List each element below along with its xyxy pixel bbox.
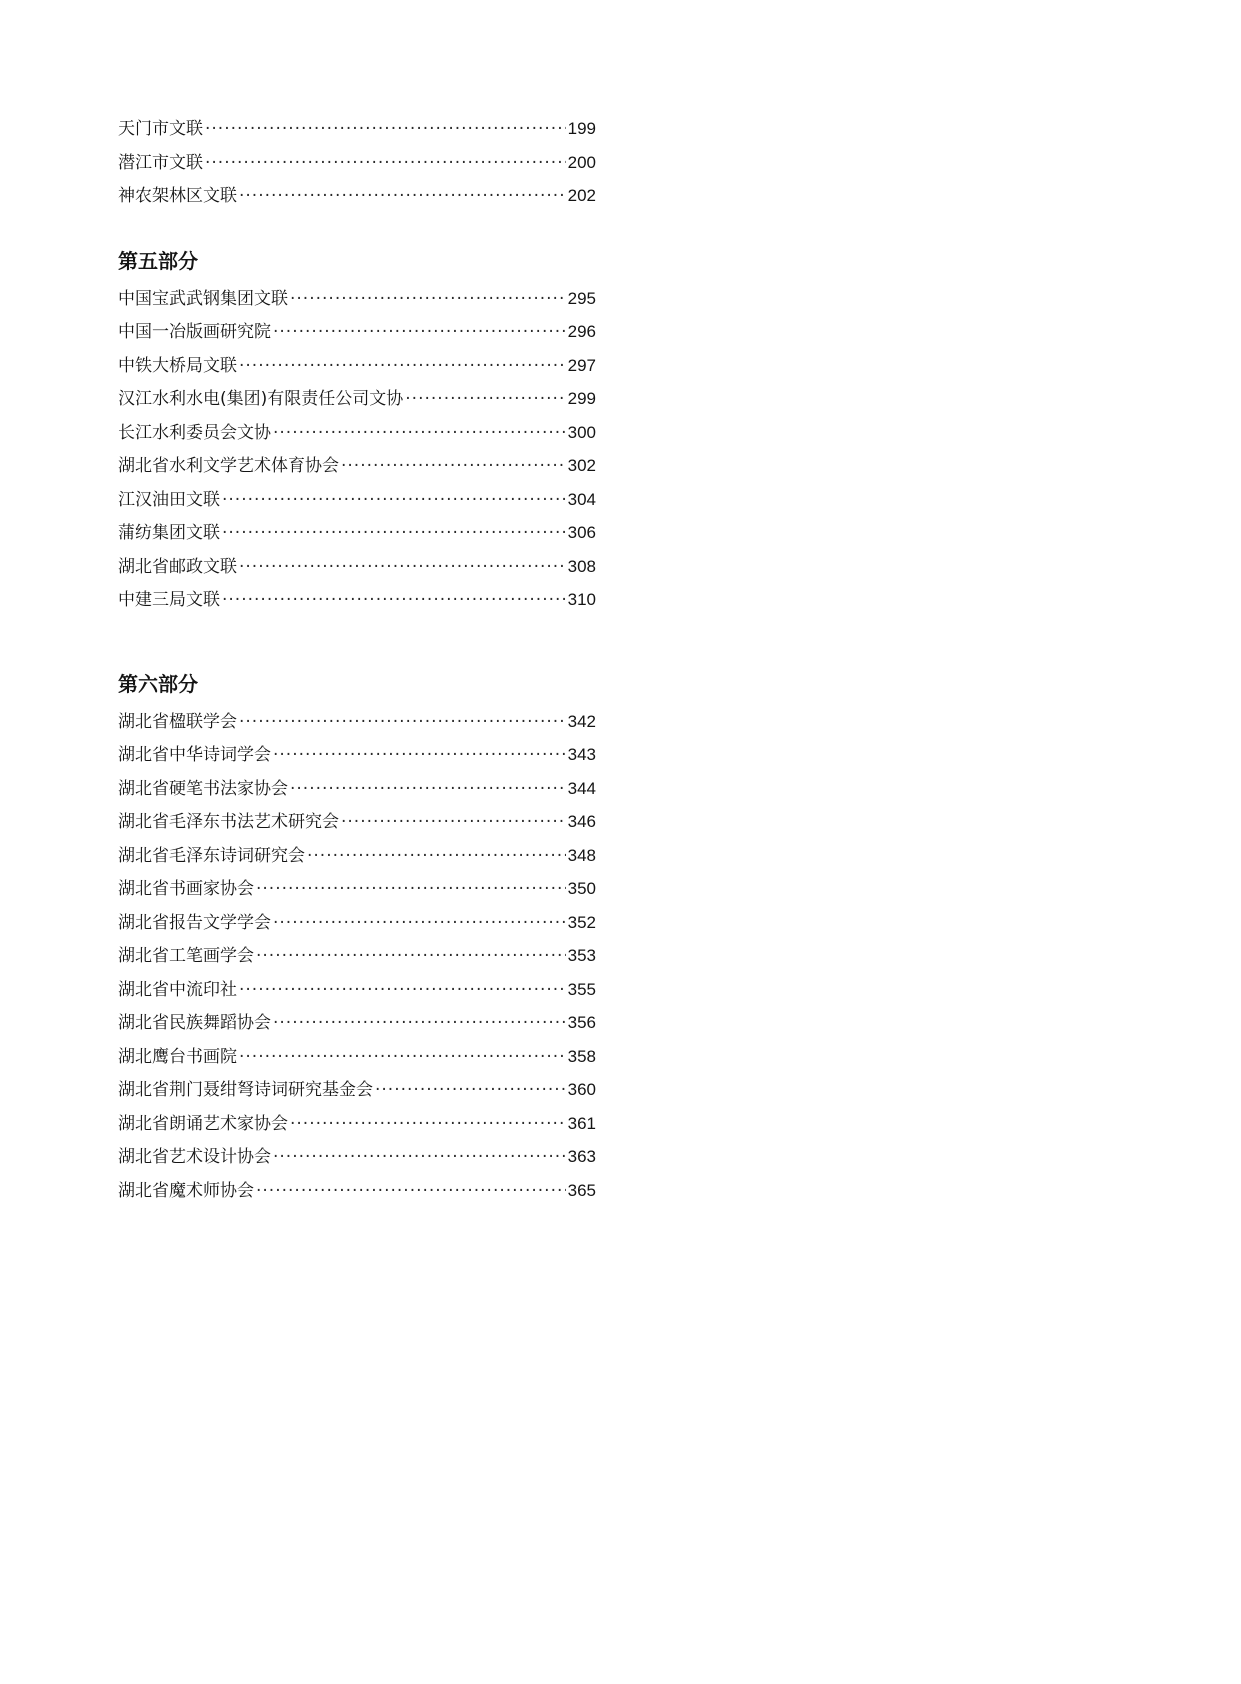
- toc-entry-title: 湖北省水利文学艺术体育协会: [118, 456, 339, 476]
- toc-entry-page: 350: [567, 879, 596, 898]
- toc-entry-title: 中建三局文联: [118, 590, 220, 610]
- toc-entry[interactable]: [118, 583, 596, 617]
- dot-leader: [375, 1074, 566, 1108]
- dot-leader: [273, 1141, 566, 1175]
- toc-entry-title: 中国宝武武钢集团文联: [118, 288, 288, 309]
- toc-entry[interactable]: [118, 1073, 596, 1107]
- dot-leader: [405, 383, 565, 417]
- dot-leader: [222, 484, 566, 518]
- toc-entry-page: 299: [567, 389, 596, 408]
- toc-entry[interactable]: [118, 449, 596, 483]
- toc-entry-page: 300: [567, 422, 596, 442]
- toc-entry-title: 天门市文联: [118, 119, 203, 139]
- dot-leader: [205, 147, 566, 181]
- toc-entry-page: 365: [567, 1180, 596, 1200]
- toc-entry-page: 302: [567, 456, 596, 475]
- toc-entry-title: 长江水利委员会文协: [118, 422, 271, 443]
- toc-entry-title: 湖北省朗诵艺术家协会: [118, 1113, 288, 1134]
- toc-entry-page: 358: [567, 1046, 596, 1066]
- dot-leader: [273, 417, 566, 451]
- dot-leader: [256, 1175, 566, 1209]
- toc-entry-page: 308: [567, 556, 596, 576]
- toc-entry-title: 湖北省魔术师协会: [118, 1180, 254, 1201]
- toc-entry-page: 295: [567, 288, 596, 308]
- dot-leader: [239, 974, 566, 1008]
- dot-leader: [239, 350, 566, 384]
- toc-entry[interactable]: [118, 483, 596, 517]
- dot-leader: [222, 584, 566, 618]
- dot-leader: [341, 806, 566, 840]
- toc-entry[interactable]: [118, 939, 596, 973]
- toc-entry[interactable]: [118, 146, 596, 180]
- toc-entry[interactable]: [118, 839, 596, 873]
- toc-entry-title: 湖北省工笔画学会: [118, 946, 254, 966]
- dot-leader: [239, 1041, 566, 1075]
- toc-entry[interactable]: [118, 349, 596, 383]
- toc-entry-page: 310: [567, 590, 596, 609]
- toc-entry[interactable]: [118, 282, 596, 316]
- toc-entry-title: 湖北省艺术设计协会: [118, 1147, 271, 1167]
- toc-entry-title: 湖北省楹联学会: [118, 711, 237, 732]
- toc-entry-title: 湖北省邮政文联: [118, 556, 237, 577]
- toc-entry[interactable]: [118, 550, 596, 584]
- toc-entry[interactable]: [118, 179, 596, 213]
- dot-leader: [307, 840, 566, 874]
- section-heading: 第五部分: [118, 248, 198, 273]
- toc-entry-page: 342: [567, 711, 596, 731]
- dot-leader: [290, 773, 566, 807]
- toc-entry-title: 蒲纺集团文联: [118, 523, 220, 543]
- toc-entry[interactable]: [118, 382, 596, 416]
- toc-entry-page: 199: [567, 119, 596, 138]
- toc-entry-page: 306: [567, 523, 596, 542]
- table-of-contents: [118, 112, 596, 1207]
- dot-leader: [273, 1007, 566, 1041]
- toc-entry-title: 湖北省硬笔书法家协会: [118, 778, 288, 799]
- toc-entry-page: 361: [567, 1113, 596, 1133]
- toc-entry-page: 356: [567, 1013, 596, 1032]
- toc-entry[interactable]: [118, 1006, 596, 1040]
- toc-entry[interactable]: [118, 1140, 596, 1174]
- section-part-5: [118, 246, 596, 617]
- toc-entry-page: 297: [567, 355, 596, 375]
- toc-entry[interactable]: [118, 973, 596, 1007]
- section-part-6: [118, 669, 596, 1208]
- toc-entry[interactable]: [118, 738, 596, 772]
- toc-entry-title: 江汉油田文联: [118, 489, 220, 510]
- toc-entry-title: 湖北省荆门聂绀弩诗词研究基金会: [118, 1080, 373, 1100]
- dot-leader: [222, 517, 566, 551]
- dot-leader: [239, 551, 566, 585]
- toc-entry-title: 湖北省毛泽东书法艺术研究会: [118, 812, 339, 832]
- toc-entry-page: 343: [567, 745, 596, 764]
- dot-leader: [273, 316, 566, 350]
- dot-leader: [256, 940, 566, 974]
- toc-entry-page: 352: [567, 912, 596, 932]
- dot-leader: [205, 113, 566, 147]
- toc-entry[interactable]: [118, 906, 596, 940]
- toc-entry[interactable]: [118, 416, 596, 450]
- top-entries: [118, 112, 596, 213]
- toc-entry-title: 湖北省报告文学学会: [118, 912, 271, 933]
- toc-entry[interactable]: [118, 112, 596, 146]
- toc-entry-page: 355: [567, 979, 596, 999]
- dot-leader: [290, 283, 566, 317]
- toc-entry-page: 344: [567, 778, 596, 798]
- toc-entry[interactable]: [118, 872, 596, 906]
- toc-entry-title: 湖北省中流印社: [118, 979, 237, 1000]
- toc-entry-title: 潜江市文联: [118, 152, 203, 173]
- toc-entry-page: 202: [567, 186, 596, 205]
- toc-entry[interactable]: [118, 315, 596, 349]
- toc-entry-page: 360: [567, 1080, 596, 1099]
- dot-leader: [239, 706, 566, 740]
- toc-entry-title: 湖北鹰台书画院: [118, 1046, 237, 1067]
- toc-entry-page: 296: [567, 322, 596, 341]
- dot-leader: [273, 907, 566, 941]
- toc-entry-page: 348: [567, 845, 596, 865]
- toc-entry-title: 湖北省毛泽东诗词研究会: [118, 845, 305, 866]
- dot-leader: [239, 180, 566, 214]
- dot-leader: [273, 739, 566, 773]
- toc-entry-title: 中铁大桥局文联: [118, 355, 237, 376]
- toc-entry-page: 363: [567, 1147, 596, 1166]
- dot-leader: [341, 450, 566, 484]
- section-heading: 第六部分: [118, 671, 198, 696]
- toc-entry-title: 中国一冶版画研究院: [118, 322, 271, 342]
- toc-entry[interactable]: [118, 805, 596, 839]
- toc-entry[interactable]: [118, 1174, 596, 1208]
- toc-entry[interactable]: [118, 772, 596, 806]
- toc-entry[interactable]: [118, 1040, 596, 1074]
- toc-entry-title: 神农架林区文联: [118, 186, 237, 206]
- toc-entry-title: 汉江水利水电(集团)有限责任公司文协: [118, 389, 404, 409]
- toc-entry-page: 200: [567, 152, 596, 172]
- toc-entry[interactable]: [118, 1107, 596, 1141]
- toc-entry-title: 湖北省中华诗词学会: [118, 745, 271, 765]
- dot-leader: [290, 1108, 566, 1142]
- toc-entry-page: 346: [567, 812, 596, 831]
- toc-entry-page: 304: [567, 489, 596, 509]
- toc-entry-page: 353: [567, 946, 596, 965]
- section-entries: [118, 705, 596, 1208]
- toc-entry-title: 湖北省民族舞蹈协会: [118, 1013, 271, 1033]
- toc-entry-title: 湖北省书画家协会: [118, 879, 254, 899]
- section-entries: [118, 282, 596, 617]
- toc-entry[interactable]: [118, 705, 596, 739]
- toc-entry[interactable]: [118, 516, 596, 550]
- dot-leader: [256, 873, 566, 907]
